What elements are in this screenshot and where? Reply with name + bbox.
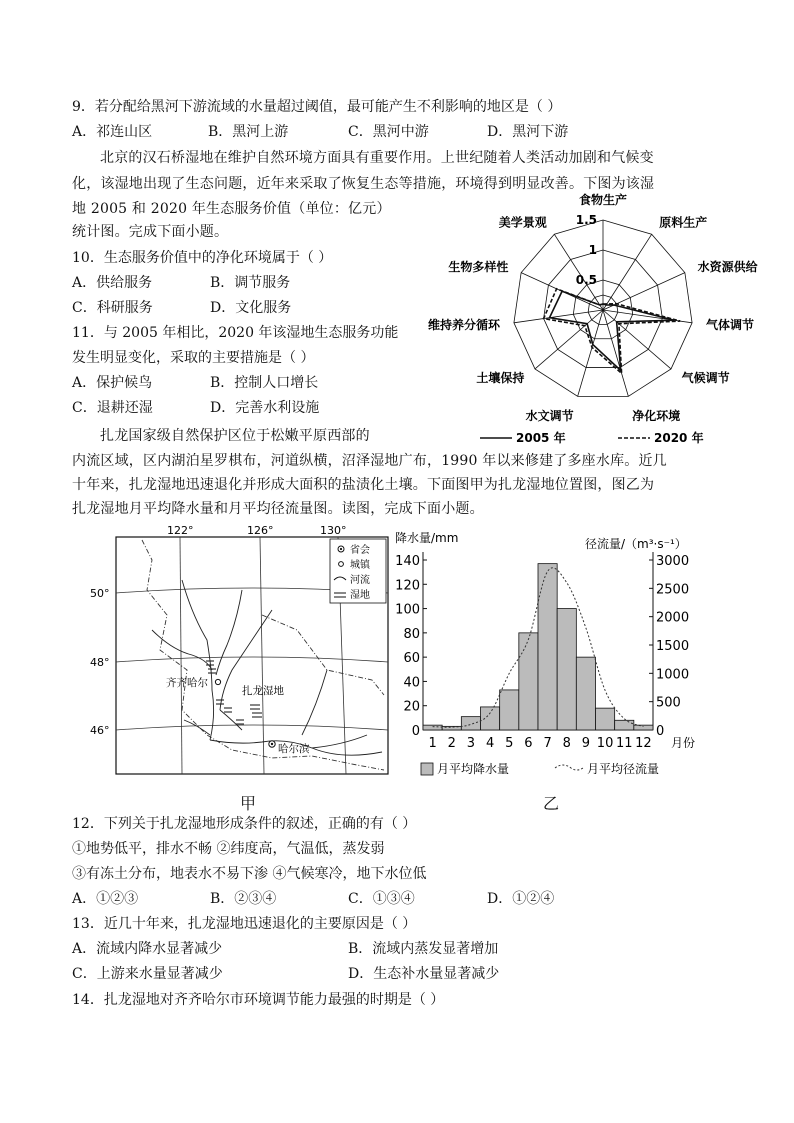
legend-wetland: 湿地 xyxy=(350,590,370,601)
passage2-line-2: 内流区域，区内湖泊星罗棋布，河道纵横，沼泽湿地广布，1990 年以来修建了多座水库。近几 xyxy=(72,453,667,469)
precip-bar xyxy=(519,633,538,730)
lon-label-126: 126° xyxy=(247,524,274,537)
legend-town: 城镇 xyxy=(350,560,370,571)
q11-option-a: A．保护候鸟 xyxy=(72,375,153,391)
q12-statements-1: ①地势低平，排水不畅 ②纬度高，气温低，蒸发弱 xyxy=(72,841,385,857)
q9-option-a: A．祁连山区 xyxy=(72,124,153,140)
lon-label-122: 122° xyxy=(167,524,194,537)
month-tick-label: 3 xyxy=(466,736,476,751)
qiqihar-label: 齐齐哈尔 xyxy=(166,677,208,689)
q12-option-c: C．①③④ xyxy=(348,891,415,907)
month-tick-label: 6 xyxy=(524,736,533,751)
climate-caption: 乙 xyxy=(543,794,560,813)
month-tick-label: 5 xyxy=(505,736,514,751)
radar-axis-label: 维持养分循环 xyxy=(428,317,501,332)
map-legend xyxy=(330,539,386,603)
legend-capital: 省会 xyxy=(350,545,370,556)
legend-2005-label: 2005 年 xyxy=(516,431,566,445)
right-tick-label: 2000 xyxy=(656,610,690,626)
legend-2020-label: 2020 年 xyxy=(654,431,704,445)
lat-label-50: 50° xyxy=(90,587,110,600)
q10-option-a: A．供给服务 xyxy=(72,275,153,291)
month-tick-label: 11 xyxy=(615,736,633,751)
harbin-label: 哈尔滨 xyxy=(278,743,310,755)
radar-axis-label: 净化环境 xyxy=(632,408,681,423)
q9-option-d: D．黑河下游 xyxy=(487,124,569,140)
lon-label-130: 130° xyxy=(320,524,347,537)
precip-bar xyxy=(461,717,480,730)
q10-option-d: D．文化服务 xyxy=(210,300,292,316)
rivers xyxy=(152,580,382,755)
q13-option-a: A．流域内降水显著减少 xyxy=(72,941,223,957)
q10-stem: 10．生态服务价值中的净化环境属于（ ） xyxy=(72,250,333,266)
month-tick-label: 8 xyxy=(562,736,571,751)
q11-option-c: C．退耕还湿 xyxy=(72,400,153,416)
passage2-line-4: 扎龙湿地月平均降水量和月平均径流量图。读图，完成下面小题。 xyxy=(72,501,484,517)
passage2-line-1: 扎龙国家级自然保护区位于松嫩平原西部的 xyxy=(100,428,370,444)
q9-stem: 9．若分配给黑河下游流域的水量超过阈值，最可能产生不利影响的地区是（ ） xyxy=(72,99,562,115)
radar-axis-label: 气体调节 xyxy=(705,317,754,332)
legend-bar-label: 月平均降水量 xyxy=(437,762,510,776)
left-tick-label: 0 xyxy=(411,724,420,739)
q12-option-d: D．①②④ xyxy=(487,891,555,907)
q12-statements-2: ③有冻土分布，地表水不易下渗 ④气候寒冷，地下水位低 xyxy=(72,866,427,882)
lat-label-46: 46° xyxy=(90,724,110,737)
precip-bar xyxy=(634,725,653,730)
radar-axis-label: 生物多样性 xyxy=(448,259,509,274)
zhalong-location-map xyxy=(90,520,392,780)
radar-tick-label: 1.5 xyxy=(575,213,597,227)
precip-bar xyxy=(500,690,519,730)
right-tick-label: 0 xyxy=(656,724,665,739)
q10-option-b: B．调节服务 xyxy=(210,275,291,291)
right-tick-labels xyxy=(656,554,689,739)
month-tick-label: 1 xyxy=(428,736,437,751)
passage1-line-4: 统计图。完成下面小题。 xyxy=(72,224,229,240)
precip-bar xyxy=(423,725,442,730)
legend-line-swatch xyxy=(555,765,583,770)
radar-tick-label: 1 xyxy=(588,243,597,257)
precip-bars xyxy=(423,564,653,730)
precip-bar xyxy=(596,708,615,730)
q11-stem-line-2: 发生明显变化，采取的主要措施是（ ） xyxy=(72,350,315,366)
q11-option-b: B．控制人口增长 xyxy=(210,375,319,391)
month-tick-label: 2 xyxy=(447,736,456,751)
ecosystem-service-radar-chart xyxy=(410,190,780,452)
left-tick-label: 80 xyxy=(403,626,420,642)
q13-option-b: B．流域内蒸发显著增加 xyxy=(348,941,499,957)
qiqihar-marker xyxy=(215,679,220,684)
left-tick-labels xyxy=(395,554,420,739)
right-tick-label: 500 xyxy=(656,695,681,711)
left-tick-label: 140 xyxy=(395,554,420,569)
right-axis-title: 径流量/（m³·s⁻¹） xyxy=(585,537,687,551)
radar-axis-label: 原料生产 xyxy=(659,215,708,230)
radar-axis-label: 水文调节 xyxy=(525,408,574,423)
map-caption: 甲 xyxy=(240,794,257,813)
radar-axis-label: 气候调节 xyxy=(681,371,730,386)
radar-tick-labels xyxy=(576,213,597,287)
month-tick-label: 12 xyxy=(635,736,652,751)
precip-bar xyxy=(481,707,500,730)
q9-option-c: C．黑河中游 xyxy=(348,124,429,140)
legend-river: 河流 xyxy=(350,575,370,586)
q10-option-c: C．科研服务 xyxy=(72,300,153,316)
q13-option-d: D．生态补水量显著减少 xyxy=(348,966,500,982)
left-tick-label: 60 xyxy=(403,651,420,667)
precip-bar xyxy=(557,609,576,730)
radar-spoke xyxy=(535,310,603,369)
q11-option-d: D．完善水利设施 xyxy=(210,400,320,416)
radar-spoke xyxy=(603,310,671,369)
left-axis-title: 降水量/mm xyxy=(395,531,459,545)
x-unit-label: 月份 xyxy=(671,736,696,750)
legend-town-icon xyxy=(339,562,344,567)
q9-option-b: B．黑河上游 xyxy=(208,124,289,140)
q12-option-a: A．①②③ xyxy=(72,891,139,907)
month-tick-label: 7 xyxy=(543,736,552,751)
q13-option-c: C．上游来水量显著减少 xyxy=(72,966,223,982)
radar-tick-label: 0.5 xyxy=(575,273,597,287)
right-tick-label: 2500 xyxy=(656,582,690,598)
radar-grid xyxy=(514,220,692,396)
passage1-line-1: 北京的汉石桥湿地在维护自然环境方面具有重要作用。上世纪随着人类活动加剧和气候变 xyxy=(100,150,654,166)
climate-legend xyxy=(421,761,659,776)
q11-stem-line-1: 11．与 2005 年相比，2020 年该湿地生态服务功能 xyxy=(72,325,399,341)
precip-bar xyxy=(538,564,557,730)
radar-axis-label: 水资源供给 xyxy=(697,259,758,274)
right-tick-label: 1500 xyxy=(656,639,690,654)
radar-axis-label: 土壤保持 xyxy=(476,371,525,386)
precip-runoff-chart xyxy=(395,530,715,790)
passage2-line-3: 十年来，扎龙湿地迅速退化并形成大面积的盐渍化土壤。下面图甲为扎龙湿地位置图，图乙为 xyxy=(72,477,655,493)
radar-axis-label: 美学景观 xyxy=(498,215,547,230)
zhalong-label: 扎龙湿地 xyxy=(242,685,284,697)
month-tick-label: 4 xyxy=(485,736,495,751)
precip-bar xyxy=(615,720,634,730)
left-tick-label: 40 xyxy=(403,675,420,691)
q13-stem: 13．近几十年来，扎龙湿地迅速退化的主要原因是（ ） xyxy=(72,916,417,932)
left-tick-label: 20 xyxy=(403,699,420,715)
left-tick-label: 100 xyxy=(395,602,420,618)
right-tick-label: 1000 xyxy=(656,667,690,683)
passage1-line-3: 地 2005 和 2020 年生态服务价值（单位：亿元） xyxy=(72,201,391,217)
month-tick-label: 10 xyxy=(596,736,614,751)
precip-bar xyxy=(576,657,595,730)
month-tick-label: 9 xyxy=(581,736,591,751)
lat-label-48: 48° xyxy=(90,656,110,669)
month-tick-labels xyxy=(428,736,651,751)
radar-legend xyxy=(480,430,704,445)
radar-axis-label: 食物生产 xyxy=(578,193,628,207)
legend-bar-swatch xyxy=(421,763,433,775)
legend-line-label: 月平均径流量 xyxy=(587,762,660,776)
q14-stem: 14．扎龙湿地对齐齐哈尔市环境调节能力最强的时期是（ ） xyxy=(72,992,445,1008)
passage1-line-2: 化，该湿地出现了生态问题，近年来采取了恢复生态等措施，环境得到明显改善。下图为该湿 xyxy=(72,176,655,192)
q12-option-b: B．②③④ xyxy=(210,891,277,907)
q12-stem: 12．下列关于扎龙湿地形成条件的叙述，正确的有（ ） xyxy=(72,816,417,832)
left-tick-label: 120 xyxy=(395,578,420,594)
right-tick-label: 3000 xyxy=(656,554,690,569)
